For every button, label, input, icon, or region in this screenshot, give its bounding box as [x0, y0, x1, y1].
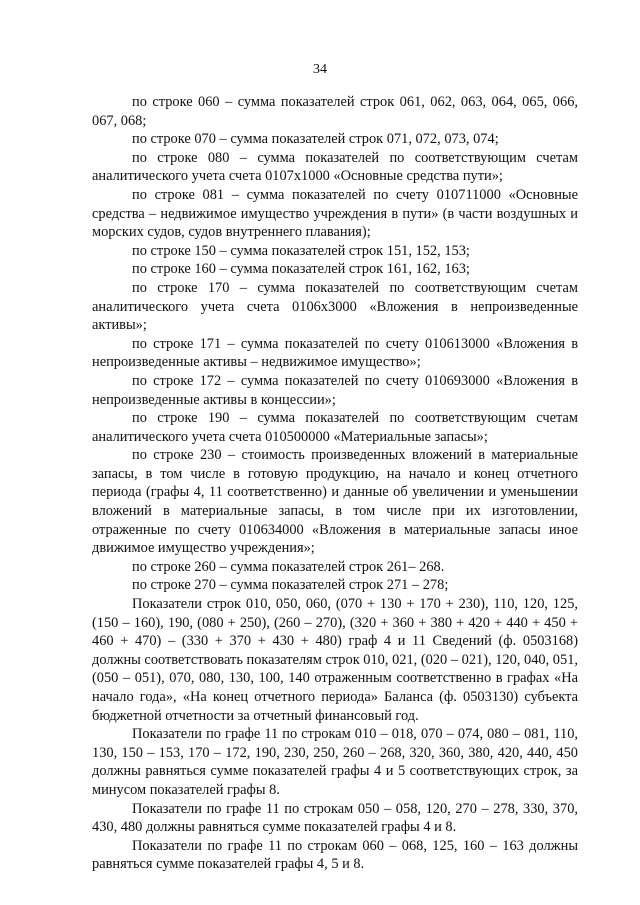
paragraph-line-190: по строке 190 – сумма показателей по соответствующим счетам аналитического учета счета 010500000 «Материальные запасы»; — [92, 410, 578, 445]
document-body — [92, 93, 578, 874]
paragraph-line-260: по строке 260 – сумма показателей строк 261– 268. — [132, 558, 445, 575]
paragraph-line-060: по строке 060 – сумма показателей строк 061, 062, 063, 064, 065, 066, 067, 068; — [92, 94, 578, 129]
paragraph-column-11-rule-2: Показатели по графе 11 по строкам 050 – 058, 120, 270 – 278, 330, 370, 430, 480 должны равняться сумме показателей графы 4 и 8. — [92, 800, 578, 836]
paragraph-line-171: по строке 171 – сумма показателей по счету 010613000 «Вложения в непроизведенные активы – недвижимое имущество»; — [92, 335, 578, 371]
paragraph-line-270: по строке 270 – сумма показателей строк 271 – 278; — [132, 577, 449, 594]
paragraph-rows-correspondence: Показатели строк 010, 050, 060, (070 + 130 + 170 + 230), 110, 120, 125, (150 – 160), 190, (080 + 250), (260 – 270), (320 + 360 + 380 + 420 + 440 + 450 + 460 + 470) – (330 + 370 + 430 + 480) граф 4 и 11 Сведений (ф. 0503168) должны соответствовать показателям строк 010, 021, (020 – 021), 120, 040, 051, (050 – 051), 070, 080, 130, 100, 140 отраженным соответственно в графах «На начало года», «На конец отчетного периода» Баланса (ф. 0503130) субъекта бюджетной отчетности за отчетный финансовый год. — [92, 596, 578, 724]
paragraph-line-170: по строке 170 – сумма показателей по соответствующим счетам аналитического учета счета 0106х3000 «Вложения в непроизведенные активы»; — [92, 279, 578, 334]
paragraph-line-230: по строке 230 – стоимость произведенных вложений в материальные запасы, в том числе в готовую продукцию, на начало и конец отчетного периода (графы 4, 11 соответственно) и данные об увеличении и уменьшении вложений в материальные запасы, в том числе при их изготовлении, отраженные по счету 010634000 «Вложения в материальные запасы иное движимое имущество учреждения»; — [92, 447, 578, 557]
paragraph-line-080: по строке 080 – сумма показателей по соответствующим счетам аналитического учета счета 0107х1000 «Основные средства пути»; — [92, 149, 578, 185]
paragraph-column-11-rule-3: Показатели по графе 11 по строкам 060 – 068, 125, 160 – 163 должны равняться сумме показателей графы 4, 5 и 8. — [92, 837, 578, 873]
paragraph-line-160: по строке 160 – сумма показателей строк 161, 162, 163; — [132, 261, 470, 278]
paragraph-line-172: по строке 172 – сумма показателей по счету 010693000 «Вложения в непроизведенные активы в концессии»; — [92, 372, 578, 408]
page-number: 34 — [313, 62, 327, 77]
paragraph-line-070: по строке 070 – сумма показателей строк 071, 072, 073, 074; — [132, 131, 499, 148]
paragraph-line-150: по строке 150 – сумма показателей строк 151, 152, 153; — [132, 242, 470, 259]
paragraph-line-081: по строке 081 – сумма показателей по счету 010711000 «Основные средства – недвижимое имущество учреждения в пути» (в части воздушных и морских судов, судов внутреннего плавания); — [92, 186, 578, 241]
paragraph-column-11-rule-1: Показатели по графе 11 по строкам 010 – 018, 070 – 074, 080 – 081, 110, 130, 150 – 153, 170 – 172, 190, 230, 250, 260 – 268, 320, 360, 380, 420, 440, 450 должны равняться сумме показателей графы 4 и 5 соответствующих строк, за минусом показателей графы 8. — [92, 726, 578, 798]
